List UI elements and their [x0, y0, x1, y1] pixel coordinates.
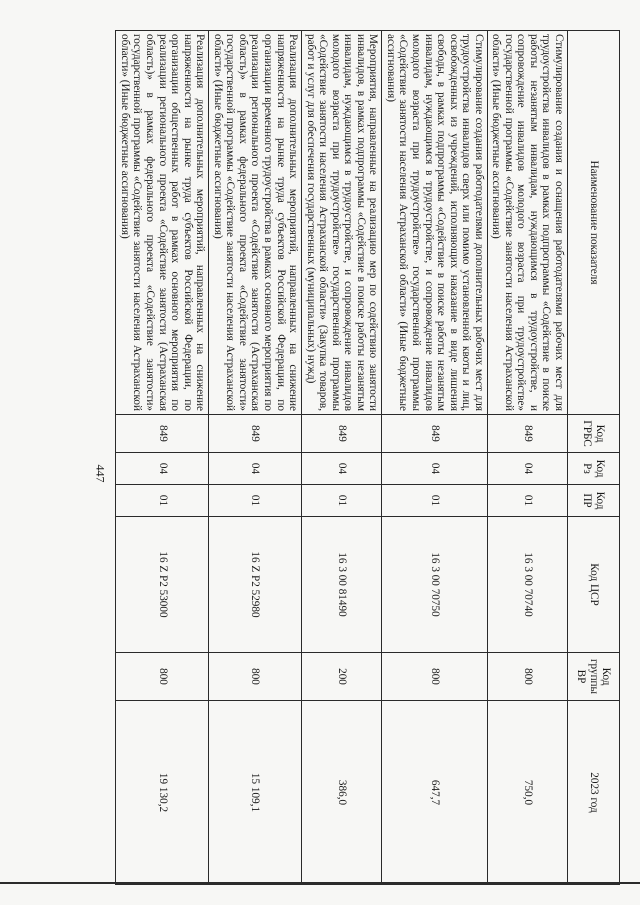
header-grbs: Код ГРБС [568, 415, 620, 453]
row-grbs: 849 [382, 415, 487, 453]
row-year: 647,7 [382, 701, 487, 885]
row-year: 19 130,2 [116, 701, 209, 885]
table-row [382, 31, 487, 885]
rotated-table-container [118, 30, 620, 884]
row-vr: 800 [382, 653, 487, 701]
row-csr: 16 3 00 70740 [487, 517, 567, 653]
row-grbs: 849 [209, 415, 302, 453]
row-grbs: 849 [302, 415, 382, 453]
row-year: 750,0 [487, 701, 567, 885]
header-rz: Код Рз [568, 453, 620, 485]
header-vr: Код группы ВР [568, 653, 620, 701]
row-pr: 01 [116, 485, 209, 517]
row-grbs: 849 [116, 415, 209, 453]
row-csr: 16 Z P2 53000 [116, 517, 209, 653]
row-csr: 16 3 00 81490 [302, 517, 382, 653]
header-year: 2023 год [568, 701, 620, 885]
row-name: Стимулирование создания работодателями дополнительных рабочих мест для трудоустройства инвалидов сверх или помимо установленной квоты и лиц, освобожденных из учреждений, исполняющих наказание в виде лишения свободы, в рамках подпрограммы «Содействие в поиске работы незанятым инвалидам, нуждающимся в трудоустройстве, и сопровождение инвалидов молодого возраста при трудоустройстве» государственной программы «Содействие занятости населения Астраханской области» (Иные бюджетные ассигнования) [382, 31, 487, 415]
row-year: 15 109,1 [209, 701, 302, 885]
row-vr: 200 [302, 653, 382, 701]
table-row [209, 31, 302, 885]
row-vr: 800 [116, 653, 209, 701]
row-pr: 01 [487, 485, 567, 517]
row-year: 386,0 [302, 701, 382, 885]
row-grbs: 849 [487, 415, 567, 453]
row-rz: 04 [487, 453, 567, 485]
row-csr: 16 3 00 70750 [382, 517, 487, 653]
page-number: 447 [93, 464, 108, 483]
scan-edge-line [0, 882, 640, 884]
header-pr: Код ПР [568, 485, 620, 517]
budget-table [115, 30, 620, 885]
row-vr: 800 [209, 653, 302, 701]
table-row [116, 31, 209, 885]
row-rz: 04 [116, 453, 209, 485]
row-rz: 04 [209, 453, 302, 485]
row-pr: 01 [209, 485, 302, 517]
row-rz: 04 [302, 453, 382, 485]
row-csr: 16 Z P2 52980 [209, 517, 302, 653]
table-row [487, 31, 567, 885]
row-name: Реализация дополнительных мероприятий, направленных на снижение напряженности на рынке труда субъектов Российской Федерации, по организации временного трудоустройства в рамках основного мероприятия по реализации регионального проекта «Содействие занятости (Астраханская область)» в рамках федерального проекта «Содействие занятости» государственной программы «Содействие занятости населения Астраханской области» (Иные бюджетные ассигнования) [209, 31, 302, 415]
row-pr: 01 [382, 485, 487, 517]
row-pr: 01 [302, 485, 382, 517]
header-csr: Код ЦСР [568, 517, 620, 653]
table-row [302, 31, 382, 885]
row-vr: 800 [487, 653, 567, 701]
row-name: Мероприятия, направленные на реализацию мер по содействию занятости инвалидов, в рамках подпрограммы «Содействие в поиске работы незанятым инвалидам, нуждающимся в трудоустройстве, и сопровождение инвалидов молодого возраста при трудоустройстве» государственной программы «Содействие занятости населения Астраханской области» (Закупка товаров, работ и услуг для обеспечения государственных (муниципальных) нужд) [302, 31, 382, 415]
table-header-row [568, 31, 620, 885]
row-rz: 04 [382, 453, 487, 485]
row-name: Реализация дополнительных мероприятий, направленных на снижение напряженности на рынке труда субъектов Российской Федерации, по организации общественных работ в рамках основного мероприятия по реализации регионального проекта «Содействие занятости (Астраханская область)» в рамках федерального проекта «Содействие занятости» государственной программы «Содействие занятости населения Астраханской области» (Иные бюджетные ассигнования) [116, 31, 209, 415]
row-name: Стимулирование создания и оснащения работодателями рабочих мест для трудоустройства инвалидов в рамках подпрограммы «Содействие в поиске работы незанятым инвалидам, нуждающимся в трудоустройстве, и сопровождение инвалидов молодого возраста при трудоустройстве» государственной программы «Содействие занятости населения Астраханской области» (Иные бюджетные ассигнования) [487, 31, 567, 415]
header-name: Наименование показателя [568, 31, 620, 415]
